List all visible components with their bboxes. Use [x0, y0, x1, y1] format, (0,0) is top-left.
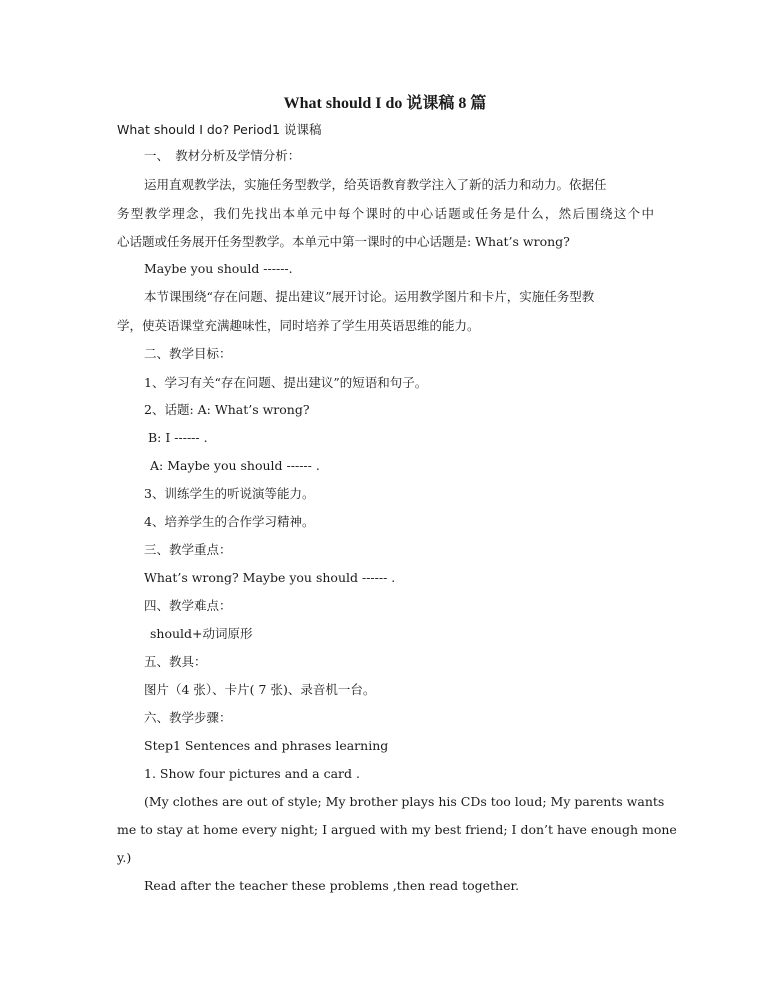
list-item: 2、话题: A: What’s wrong? — [144, 402, 310, 417]
list-item: 1、学习有关“存在问题、提出建议”的短语和句子。 — [144, 375, 428, 390]
paragraph-line: 运用直观教学法，实施任务型教学，给英语教育教学注入了新的活力和动力。依据任 — [144, 177, 607, 192]
section-heading-materials: 五、教具： — [144, 654, 207, 669]
section-heading-steps: 六、教学步骤： — [144, 710, 232, 725]
paragraph-line: What’s wrong? Maybe you should ------ . — [144, 570, 396, 585]
page-title: What should I do 说课稿 8 篇 — [283, 95, 487, 112]
paragraph-line: 务型教学理念，我们先找出本单元中每个课时的中心话题或任务是什么，然后围绕这个中 — [117, 206, 654, 221]
section-heading-difficulties: 四、教学难点： — [144, 598, 232, 613]
paragraph-line: me to stay at home every night; I argued with my best friend; I don’t have enough mone — [117, 822, 677, 837]
section-heading-analysis: 一、 教材分析及学情分析： — [144, 148, 301, 163]
dialogue-line: B: I ------ . — [148, 430, 208, 445]
paragraph-line: y.) — [117, 850, 132, 865]
list-item: 4、培养学生的合作学习精神。 — [144, 514, 315, 529]
paragraph-line: 本节课围绕“存在问题、提出建议”展开讨论。运用教学图片和卡片，实施任务型教 — [144, 289, 595, 304]
paragraph-line: 1. Show four pictures and a card . — [144, 766, 360, 781]
paragraph-line: Read after the teacher these problems ,then read together. — [144, 878, 520, 893]
list-item: 3、训练学生的听说演等能力。 — [144, 486, 315, 501]
paragraph-line: should+动词原形 — [150, 626, 253, 641]
paragraph-line: Maybe you should ------. — [144, 261, 293, 276]
paragraph-line: (My clothes are out of style; My brother plays his CDs too loud; My parents wants — [144, 794, 665, 809]
subtitle: What should I do? Period1 说课稿 — [117, 122, 322, 137]
paragraph-line: 学，使英语课堂充满趣味性，同时培养了学生用英语思维的能力。 — [117, 318, 480, 333]
section-heading-key-points: 三、教学重点： — [144, 542, 232, 557]
paragraph-line: 图片（4 张）、卡片( 7 张)、录音机一台。 — [144, 682, 376, 697]
section-heading-goals: 二、教学目标： — [144, 346, 232, 361]
paragraph-line: 心话题或任务展开任务型教学。本单元中第一课时的中心话题是: What’s wrong? — [117, 234, 570, 249]
paragraph-line: Step1 Sentences and phrases learning — [144, 738, 389, 753]
dialogue-line: A: Maybe you should ------ . — [150, 458, 320, 473]
